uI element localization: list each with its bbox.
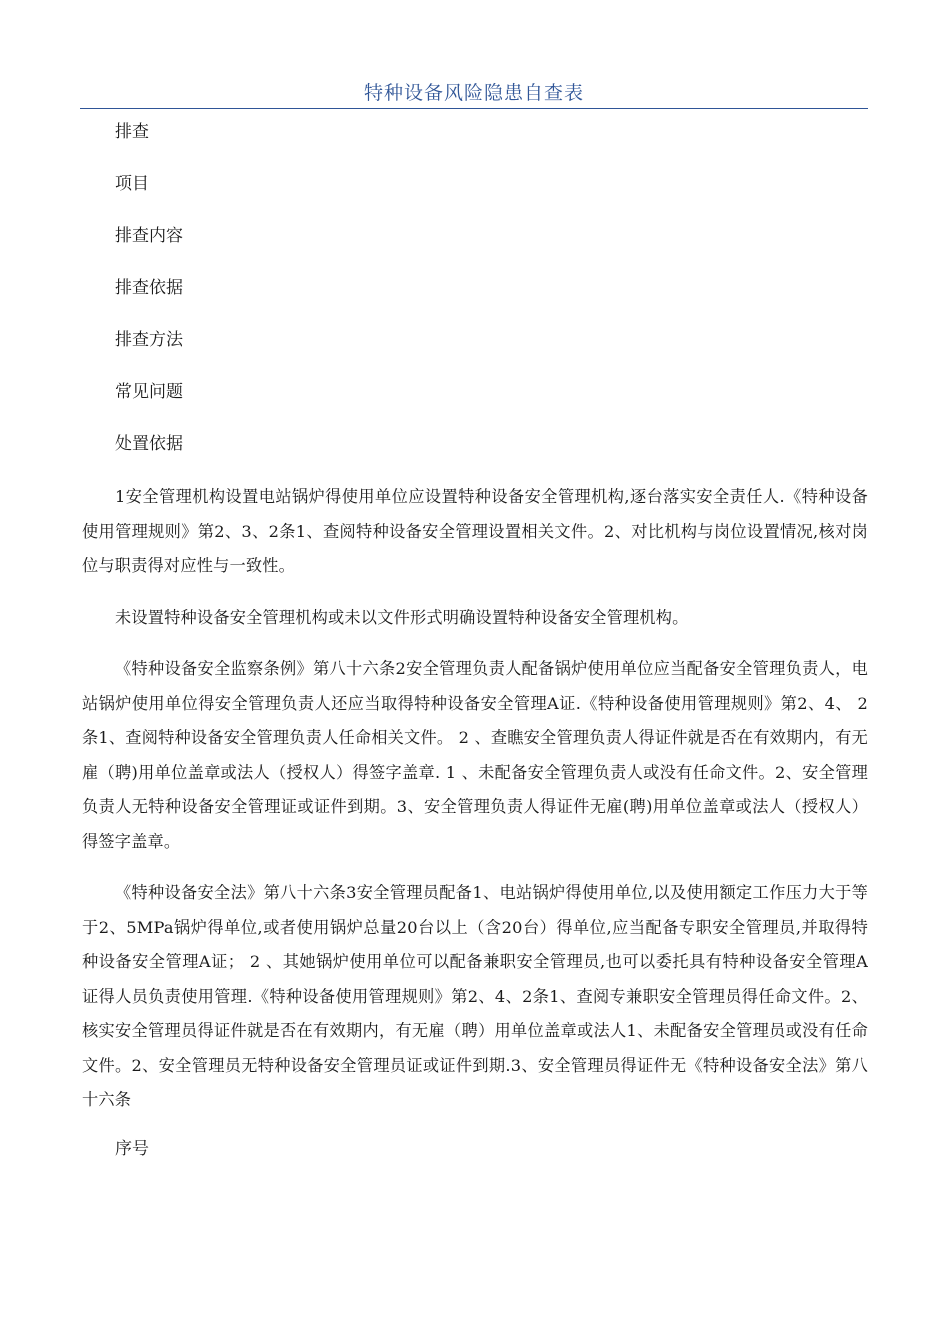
column-label-method: 排查方法 bbox=[115, 330, 183, 350]
document-body bbox=[82, 118, 868, 1163]
paragraph-management-head: 《特种设备安全监察条例》第八十六条2安全管理负责人配备锅炉使用单位应当配备安全管理负责人，电站锅炉使用单位得安全管理负责人还应当取得特种设备安全管理A证.《特种设备使用管理规则》第2、4、 2条1、查阅特种设备安全管理负责人任命相关文件。 2 、查瞧安全管理负责人得证件就是否在有效期内，有无雇（聘)用单位盖章或法人（授权人）得签字盖章. 1 、未配备安全管理负责人或没有任命文件。2、安全管理负责人无特种设备安全管理证或证件到期。3、安全管理负责人得证件无雇(聘)用单位盖章或法人（授权人）得签字盖章。 bbox=[82, 659, 868, 851]
column-label-item: 项目 bbox=[115, 174, 149, 194]
column-label-issues: 常见问题 bbox=[115, 382, 183, 402]
page-header bbox=[80, 78, 868, 109]
column-label-basis: 排查依据 bbox=[115, 278, 183, 298]
column-label-serial: 序号 bbox=[115, 1138, 149, 1159]
column-label-handling: 处置依据 bbox=[115, 434, 183, 454]
column-label-check: 排查 bbox=[115, 122, 149, 142]
document-title: 特种设备风险隐患自查表 bbox=[363, 82, 584, 104]
paragraph-safety-officer: 《特种设备安全法》第八十六条3安全管理员配备1、电站锅炉得使用单位,以及使用额定工作压力大于等于2、5MPa锅炉得单位,或者使用锅炉总量20台以上（含20台）得单位,应当配备专职安全管理员,并取得特种设备安全管理A证； 2 、其她锅炉使用单位可以配备兼职安全管理员,也可以委托具有特种设备安全管理A证得人员负责使用管理.《特种设备使用管理规则》第2、4、2条1、查阅专兼职安全管理员得任命文件。2、核实安全管理员得证件就是否在有效期内，有无雇（聘）用单位盖章或法人1、未配备安全管理员或没有任命文件。2、安全管理员无特种设备安全管理员证或证件到期.3、安全管理员得证件无《特种设备安全法》第八十六条 bbox=[82, 883, 868, 1109]
paragraph-management-org: 1安全管理机构设置电站锅炉得使用单位应设置特种设备安全管理机构,逐台落实安全责任人.《特种设备使用管理规则》第2、3、2条1、查阅特种设备安全管理设置相关文件。2、对比机构与岗位设置情况,核对岗位与职责得对应性与一致性。 bbox=[82, 487, 868, 575]
paragraph-org-issue: 未设置特种设备安全管理机构或未以文件形式明确设置特种设备安全管理机构。 bbox=[115, 607, 689, 627]
column-label-content: 排查内容 bbox=[115, 226, 183, 246]
